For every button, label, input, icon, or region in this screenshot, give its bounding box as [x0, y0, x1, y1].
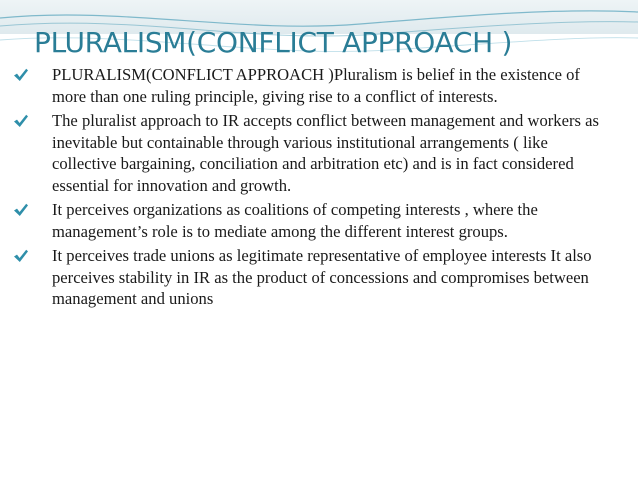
checkmark-bullet-icon	[14, 68, 28, 82]
bullet-item	[14, 64, 604, 107]
slide-title: PLURALISM(CONFLICT APPROACH )	[34, 26, 513, 59]
bullet-text: It perceives organizations as coalitions of competing interests , where the management’s role is to mediate among the different interest groups.	[52, 200, 538, 241]
checkmark-bullet-icon	[14, 249, 28, 263]
checkmark-bullet-icon	[14, 114, 28, 128]
bullet-item	[14, 199, 604, 242]
bullet-text: It perceives trade unions as legitimate representative of employee interests It also perceives stability in IR as the product of concessions and compromises between management and unions	[52, 246, 592, 308]
bullet-text: The pluralist approach to IR accepts conflict between management and workers as inevitable but containable through various institutional arrangements ( like collective bargaining, conciliation and arbitration etc) and is in fact considered essential for innovation and growth.	[52, 111, 599, 195]
bullet-item	[14, 110, 604, 196]
bullet-list	[14, 64, 604, 313]
bullet-text: PLURALISM(CONFLICT APPROACH )Pluralism is belief in the existence of more than one ruling principle, giving rise to a conflict of interests.	[52, 65, 580, 106]
checkmark-bullet-icon	[14, 203, 28, 217]
bullet-item	[14, 245, 604, 310]
